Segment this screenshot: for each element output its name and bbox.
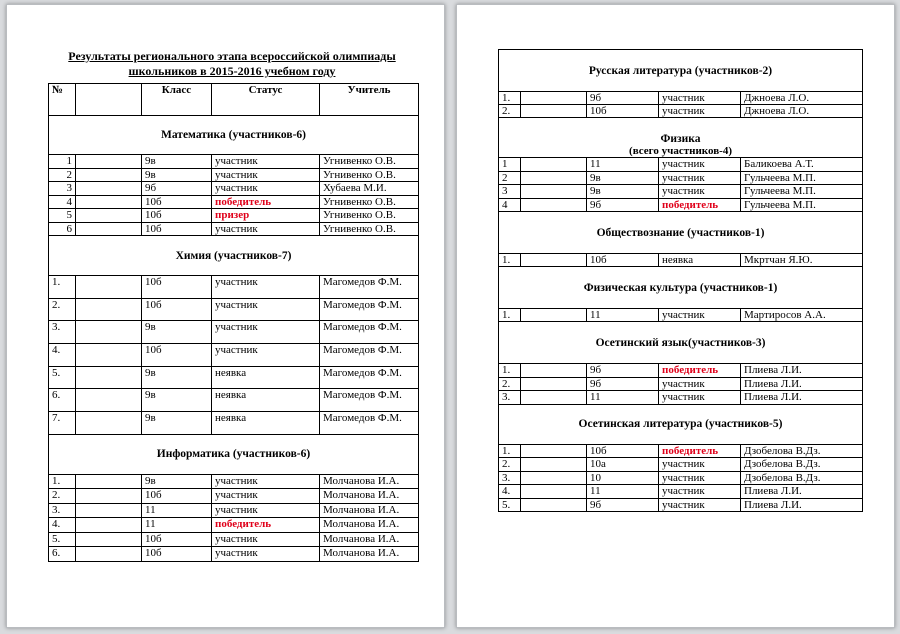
row-blank-cell [521, 105, 587, 118]
row-blank-cell [76, 182, 142, 196]
row-status: участник [212, 532, 320, 547]
row-status: участник [212, 489, 320, 504]
row-status: участник [212, 298, 320, 321]
row-number: 2. [499, 458, 521, 472]
row-number: 5. [49, 366, 76, 389]
row-class: 10б [142, 209, 212, 223]
section-title-ossetlit: Осетинская литература (участников-5) [499, 404, 863, 444]
row-class: 9в [142, 474, 212, 489]
table-row [499, 254, 863, 267]
row-teacher: Магомедов Ф.М. [320, 276, 419, 299]
row-status: участник [212, 503, 320, 518]
row-blank-cell [521, 458, 587, 472]
row-status: неявка [659, 254, 741, 267]
section-rows-info [49, 474, 419, 561]
row-teacher: Угнивенко О.В. [320, 209, 419, 223]
row-status: участник [659, 485, 741, 499]
row-teacher: Молчанова И.А. [320, 518, 419, 533]
row-blank-cell [521, 377, 587, 391]
row-blank-cell [521, 471, 587, 485]
row-class: 10б [142, 276, 212, 299]
row-blank-cell [521, 498, 587, 512]
row-number: 4. [49, 344, 76, 367]
row-teacher: Плиева Л.И. [741, 485, 863, 499]
row-class: 10а [587, 458, 659, 472]
table-row [499, 498, 863, 512]
row-number: 2 [499, 171, 521, 185]
row-blank-cell [76, 503, 142, 518]
row-teacher: Угнивенко О.В. [320, 168, 419, 182]
table-row [49, 321, 419, 344]
row-blank-cell [521, 171, 587, 185]
row-class: 9б [587, 92, 659, 105]
table-row [49, 547, 419, 562]
row-blank-cell [76, 412, 142, 435]
table-row [49, 503, 419, 518]
section-rows-osset [499, 364, 863, 405]
table-row [499, 364, 863, 378]
row-teacher: Мартиросов А.А. [741, 309, 863, 322]
row-class: 10б [587, 254, 659, 267]
row-status: неявка [212, 389, 320, 412]
row-status: участник [212, 547, 320, 562]
row-class: 10б [142, 344, 212, 367]
row-status: участник [212, 344, 320, 367]
row-class: 10б [142, 489, 212, 504]
row-teacher: Магомедов Ф.М. [320, 344, 419, 367]
table-row [49, 532, 419, 547]
row-class: 11 [587, 391, 659, 405]
row-blank-cell [521, 158, 587, 172]
row-teacher: Угнивенко О.В. [320, 222, 419, 236]
row-number: 6. [49, 389, 76, 412]
row-number: 6. [49, 547, 76, 562]
table-row [49, 182, 419, 196]
table-row [49, 168, 419, 182]
row-class: 9б [587, 498, 659, 512]
row-teacher: Молчанова И.А. [320, 532, 419, 547]
row-class: 11 [142, 503, 212, 518]
row-class: 9в [142, 389, 212, 412]
row-class: 11 [142, 518, 212, 533]
row-teacher: Магомедов Ф.М. [320, 366, 419, 389]
row-class: 10б [587, 444, 659, 458]
table-row [499, 198, 863, 212]
row-teacher: Магомедов Ф.М. [320, 298, 419, 321]
section-rows-phys [499, 158, 863, 212]
row-teacher: Джноева Л.О. [741, 105, 863, 118]
section-title-phys [499, 118, 863, 158]
table-row [499, 485, 863, 499]
table-row [499, 458, 863, 472]
row-class: 9в [142, 155, 212, 169]
section-title-math: Математика (участников-6) [49, 116, 419, 155]
row-number: 4 [499, 198, 521, 212]
table-row [49, 412, 419, 435]
row-status: победитель [659, 444, 741, 458]
table-row [499, 158, 863, 172]
document-page-left [6, 4, 445, 628]
row-blank-cell [76, 276, 142, 299]
row-teacher: Молчанова И.А. [320, 547, 419, 562]
row-blank-cell [76, 344, 142, 367]
row-blank-cell [76, 489, 142, 504]
section-rows-ossetlit [499, 444, 863, 512]
header-status: Статус [212, 84, 320, 116]
row-status: участник [212, 276, 320, 299]
row-blank-cell [521, 254, 587, 267]
row-number: 3. [49, 321, 76, 344]
row-teacher: Магомедов Ф.М. [320, 389, 419, 412]
row-number: 1. [499, 364, 521, 378]
row-blank-cell [521, 485, 587, 499]
row-teacher: Гульчеева М.П. [741, 198, 863, 212]
table-row [49, 518, 419, 533]
row-class: 9б [587, 198, 659, 212]
row-status: участник [659, 105, 741, 118]
row-number: 1. [499, 254, 521, 267]
row-number: 2. [499, 377, 521, 391]
row-class: 9б [587, 364, 659, 378]
header-teacher: Учитель [320, 84, 419, 116]
phys-title-1: Физика [660, 133, 701, 145]
title-line-1: Результаты регионального этапа всероссийской олимпиады [68, 49, 396, 63]
row-status: участник [659, 471, 741, 485]
row-class: 9в [142, 366, 212, 389]
row-class: 10б [587, 105, 659, 118]
header-blank [76, 84, 142, 116]
row-teacher: Дзобелова В.Дз. [741, 471, 863, 485]
table-row [499, 471, 863, 485]
row-number: 4. [499, 485, 521, 499]
row-teacher: Молчанова И.А. [320, 474, 419, 489]
row-class: 11 [587, 158, 659, 172]
row-number: 3 [49, 182, 76, 196]
table-row [49, 222, 419, 236]
row-status: участник [212, 168, 320, 182]
row-number: 5. [499, 498, 521, 512]
row-teacher: Мкртчан Я.Ю. [741, 254, 863, 267]
row-status: победитель [659, 364, 741, 378]
row-teacher: Гульчеева М.П. [741, 185, 863, 199]
row-status: участник [659, 92, 741, 105]
row-blank-cell [521, 185, 587, 199]
section-rows-soc [499, 254, 863, 267]
row-teacher: Гульчеева М.П. [741, 171, 863, 185]
table-row [499, 377, 863, 391]
row-blank-cell [76, 389, 142, 412]
section-rows-pe [499, 309, 863, 322]
row-teacher: Молчанова И.А. [320, 489, 419, 504]
table-row [49, 298, 419, 321]
row-status: участник [659, 458, 741, 472]
row-teacher: Хубаева М.И. [320, 182, 419, 196]
row-number: 4 [49, 195, 76, 209]
table-row [49, 195, 419, 209]
row-status: участник [659, 185, 741, 199]
row-blank-cell [76, 518, 142, 533]
row-status: участник [659, 498, 741, 512]
row-status: участник [212, 321, 320, 344]
row-status: победитель [212, 195, 320, 209]
row-class: 9в [142, 168, 212, 182]
document-page-right [456, 4, 895, 628]
row-teacher: Дзобелова В.Дз. [741, 444, 863, 458]
table-row [49, 489, 419, 504]
row-teacher: Магомедов Ф.М. [320, 412, 419, 435]
row-class: 10б [142, 222, 212, 236]
row-number: 5 [49, 209, 76, 223]
row-class: 11 [587, 309, 659, 322]
row-class: 9б [142, 182, 212, 196]
row-status: участник [659, 309, 741, 322]
document-title [67, 49, 397, 79]
row-number: 1. [49, 276, 76, 299]
table-row [49, 209, 419, 223]
table-row [499, 391, 863, 405]
row-class: 9в [587, 171, 659, 185]
row-number: 4. [49, 518, 76, 533]
table-row [499, 444, 863, 458]
row-number: 7. [49, 412, 76, 435]
row-blank-cell [76, 474, 142, 489]
row-class: 10 [587, 471, 659, 485]
row-number: 1. [499, 92, 521, 105]
row-blank-cell [76, 209, 142, 223]
row-blank-cell [521, 444, 587, 458]
row-teacher: Баликоева А.Т. [741, 158, 863, 172]
row-number: 3. [499, 391, 521, 405]
table-row [499, 309, 863, 322]
section-title-pe: Физическая культура (участников-1) [499, 267, 863, 309]
row-number: 3. [499, 471, 521, 485]
row-blank-cell [521, 198, 587, 212]
row-status: участник [659, 377, 741, 391]
table-row [499, 171, 863, 185]
row-teacher: Молчанова И.А. [320, 503, 419, 518]
row-teacher: Плиева Л.И. [741, 391, 863, 405]
row-number: 2. [49, 489, 76, 504]
row-teacher: Угнивенко О.В. [320, 195, 419, 209]
row-class: 10б [142, 298, 212, 321]
section-title-ruslit: Русская литература (участников-2) [499, 50, 863, 92]
row-class: 10б [142, 532, 212, 547]
row-blank-cell [76, 195, 142, 209]
row-class: 10б [142, 547, 212, 562]
row-number: 1. [49, 474, 76, 489]
row-number: 2. [499, 105, 521, 118]
row-blank-cell [76, 222, 142, 236]
results-table-right [498, 49, 863, 512]
row-number: 5. [49, 532, 76, 547]
row-blank-cell [521, 391, 587, 405]
row-class: 11 [587, 485, 659, 499]
results-table-left [48, 83, 419, 562]
row-number: 1 [499, 158, 521, 172]
row-teacher: Плиева Л.И. [741, 377, 863, 391]
row-blank-cell [76, 321, 142, 344]
row-status: участник [659, 391, 741, 405]
row-blank-cell [76, 298, 142, 321]
row-teacher: Магомедов Ф.М. [320, 321, 419, 344]
row-class: 9в [142, 412, 212, 435]
row-status: участник [212, 182, 320, 196]
row-number: 1. [499, 444, 521, 458]
section-title-osset: Осетинский язык(участников-3) [499, 322, 863, 364]
table-row [499, 105, 863, 118]
row-number: 6 [49, 222, 76, 236]
table-row [49, 344, 419, 367]
header-num: № [49, 84, 76, 116]
table-row [499, 185, 863, 199]
section-rows-chem [49, 276, 419, 435]
row-number: 1 [49, 155, 76, 169]
row-blank-cell [76, 155, 142, 169]
row-class: 9б [587, 377, 659, 391]
row-teacher: Плиева Л.И. [741, 364, 863, 378]
table-row [49, 155, 419, 169]
row-status: призер [212, 209, 320, 223]
row-blank-cell [76, 168, 142, 182]
row-status: неявка [212, 366, 320, 389]
row-class: 9в [587, 185, 659, 199]
row-blank-cell [521, 92, 587, 105]
row-blank-cell [76, 547, 142, 562]
row-number: 3. [49, 503, 76, 518]
row-status: участник [659, 158, 741, 172]
row-number: 2. [49, 298, 76, 321]
row-class: 9в [142, 321, 212, 344]
row-number: 3 [499, 185, 521, 199]
row-teacher: Джноева Л.О. [741, 92, 863, 105]
section-rows-ruslit [499, 92, 863, 118]
row-status: победитель [659, 198, 741, 212]
table-row [49, 389, 419, 412]
table-row [49, 366, 419, 389]
section-rows-math [49, 155, 419, 236]
row-status: участник [212, 222, 320, 236]
row-teacher: Плиева Л.И. [741, 498, 863, 512]
title-line-2: школьников в 2015-2016 учебном году [128, 64, 336, 78]
row-status: участник [212, 474, 320, 489]
row-blank-cell [76, 532, 142, 547]
row-teacher: Дзобелова В.Дз. [741, 458, 863, 472]
phys-title-2: (всего участников-4) [629, 145, 732, 157]
row-blank-cell [521, 309, 587, 322]
row-teacher: Угнивенко О.В. [320, 155, 419, 169]
row-class: 10б [142, 195, 212, 209]
header-class: Класс [142, 84, 212, 116]
section-title-soc: Обществознание (участников-1) [499, 212, 863, 254]
row-status: победитель [212, 518, 320, 533]
row-number: 2 [49, 168, 76, 182]
section-title-info: Информатика (участников-6) [49, 434, 419, 474]
row-status: участник [659, 171, 741, 185]
row-status: неявка [212, 412, 320, 435]
table-row [499, 92, 863, 105]
row-number: 1. [499, 309, 521, 322]
row-status: участник [212, 155, 320, 169]
row-blank-cell [521, 364, 587, 378]
table-row [49, 276, 419, 299]
table-row [49, 474, 419, 489]
section-title-chem: Химия (участников-7) [49, 236, 419, 276]
row-blank-cell [76, 366, 142, 389]
table-header-row [49, 84, 419, 116]
